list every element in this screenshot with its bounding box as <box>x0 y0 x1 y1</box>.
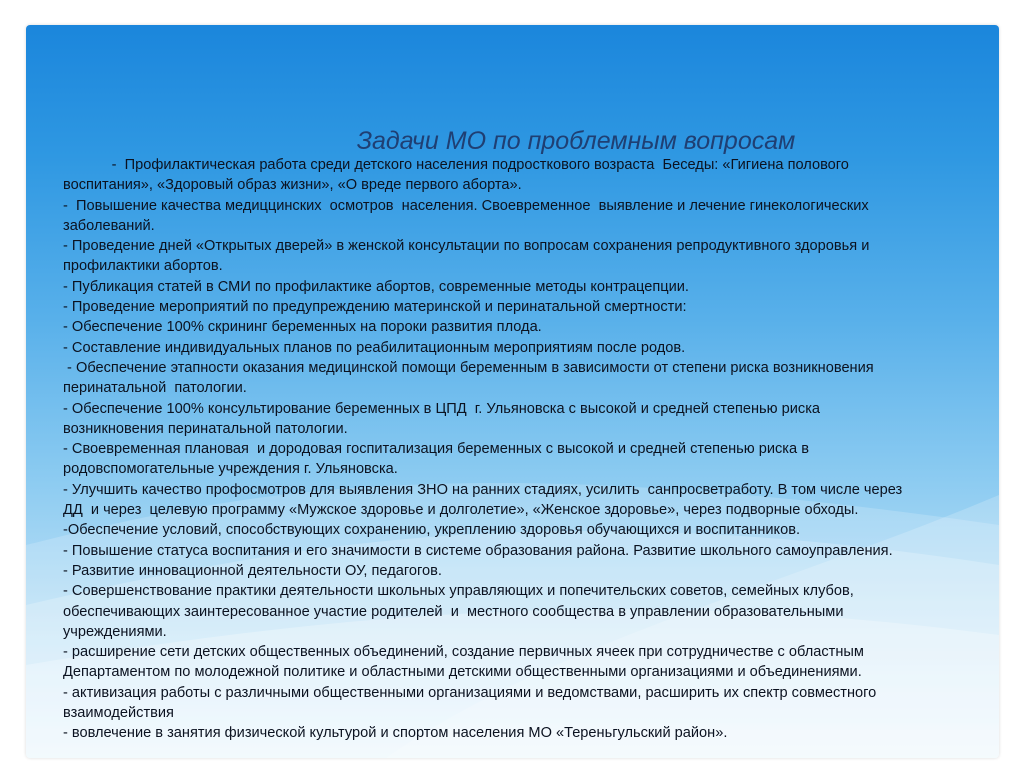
slide-title: Задачи МО по проблемным вопросам <box>356 127 796 155</box>
body-line: - Улучшить качество профосмотров для выявления ЗНО на ранних стадиях, усилить санпросветработу. В том числе через <box>63 481 903 498</box>
body-line: - расширение сети детских общественных объединений, создание первичных ячеек при сотрудничестве с областным <box>63 644 864 661</box>
body-line: - Развитие инновационной деятельности ОУ, педагогов. <box>63 562 442 579</box>
body-line: Департаментом по молодежной политике и областными детскими общественными организациями и объединениями. <box>63 664 862 681</box>
body-line: перинатальной патологии. <box>63 380 247 397</box>
body-line: возникновения перинатальной патологии. <box>63 420 348 437</box>
body-line: воспитания», «Здоровый образ жизни», «О вреде первого аборта». <box>63 177 522 194</box>
body-line: - Проведение мероприятий по предупреждению материнской и перинатальной смертности: <box>63 299 687 316</box>
body-line: - Составление индивидуальных планов по реабилитационным мероприятиям после родов. <box>63 339 686 356</box>
body-line: - Профилактическая работа среди детского населения подросткового возраста Беседы: «Гигиена полового <box>63 157 849 173</box>
body-line: - Обеспечение 100% консультирование беременных в ЦПД г. Ульяновска с высокой и средней степенью риска <box>63 400 821 417</box>
body-line: - Проведение дней «Открытых дверей» в женской консультации по вопросам сохранения репродуктивного здоровья и <box>63 238 870 255</box>
body-line: -Обеспечение условий, способствующих сохранению, укреплению здоровья обучающихся и воспитанников. <box>63 522 800 539</box>
body-line: взаимодействия <box>63 705 174 722</box>
body-line: - Совершенствование практики деятельности школьных управляющих и попечительских советов, семейных клубов, <box>63 583 854 600</box>
slide-body <box>63 155 998 744</box>
body-line: - Своевременная плановая и дородовая госпитализация беременных с высокой и средней степенью риска в <box>63 441 809 458</box>
body-line: - Повышение статуса воспитания и его значимости в системе образования района. Развитие школьного самоуправления. <box>63 542 893 559</box>
slide <box>26 25 999 758</box>
body-line: - Обеспечение этапности оказания медицинской помощи беременным в зависимости от степени риска возникновения <box>63 359 874 376</box>
body-line: обеспечивающих заинтересованное участие родителей и местного сообщества в управлении образовательными <box>63 603 844 620</box>
body-line: профилактики абортов. <box>63 258 223 275</box>
body-line: родовспомогательные учреждения г. Ульяновска. <box>63 461 398 478</box>
body-line: - Публикация статей в СМИ по профилактике абортов, современные методы контрацепции. <box>63 278 689 295</box>
body-line: ДД и через целевую программу «Мужское здоровье и долголетие», «Женское здоровье», через подворные обходы. <box>63 502 859 519</box>
body-line: - активизация работы с различными общественными организациями и ведомствами, расширить их спектр совместного <box>63 684 877 701</box>
body-line: учреждениями. <box>63 623 167 640</box>
body-line: - Повышение качества медиццинских осмотров населения. Своевременное выявление и лечение гинекологических <box>63 197 869 214</box>
body-line: заболеваний. <box>63 217 155 234</box>
body-line: - Обеспечение 100% скрининг беременных на пороки развития плода. <box>63 319 542 336</box>
body-line: - вовлечение в занятия физической культурой и спортом населения МО «Тереньгульский район». <box>63 725 728 742</box>
